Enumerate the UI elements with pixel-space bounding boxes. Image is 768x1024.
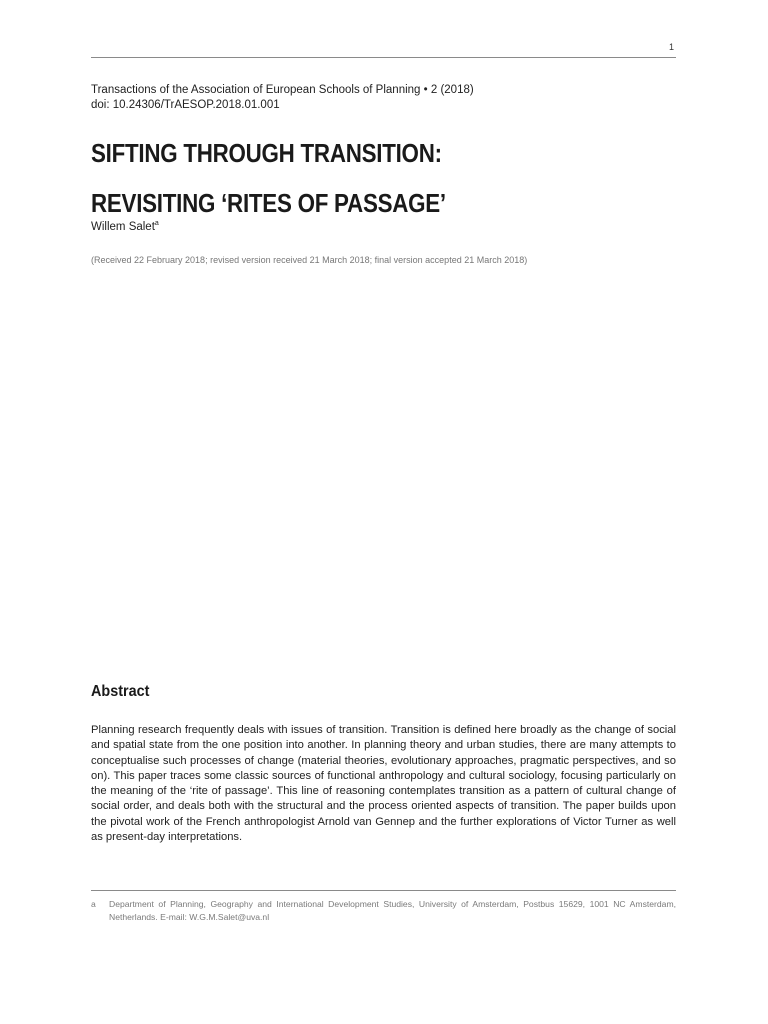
header-divider [91, 57, 676, 58]
page-number: 1 [668, 42, 674, 52]
abstract-heading: Abstract [91, 683, 150, 700]
article-title [91, 128, 676, 228]
author [91, 221, 159, 233]
journal-info [91, 83, 676, 113]
author-name: Willem Salet [91, 221, 155, 233]
abstract-text: Planning research frequently deals with issues of transition. Transition is defined here broadly as the change of social and spatial state from the one position into another. In planning theory and urban studies, there are many attempts to conceptualise such processes of change (material theories, evolutionary approaches, pragmatic perspectives, and so on). This paper traces some classic sources of functional anthropology and cultural sociology, focusing particularly on the meaning of the ‘rite of passage’. This line of reasoning contemplates transition as a pattern of cultural change of social order, and deals both with the structural and the process oriented aspects of transition. The paper builds upon the pivotal work of the French anthropologist Arnold van Gennep and the further explorations of Victor Turner as well as present-day interpretations. [91, 724, 676, 844]
footnote-marker: a [91, 899, 96, 909]
footnote [91, 898, 676, 924]
footnote-text: Department of Planning, Geography and International Development Studies, University of Amsterdam, Postbus 15629, 1001 NC Amsterdam, Netherlands. E-mail: W.G.M.Salet@uva.nl [109, 899, 676, 922]
journal-citation: Transactions of the Association of European Schools of Planning • 2 (2018) [91, 84, 474, 96]
author-affiliation-marker[interactable]: a [154, 220, 159, 228]
title-line-2: REVISITING ‘RITES OF PASSAGE’ [91, 188, 446, 218]
journal-doi[interactable]: doi: 10.24306/TrAESOP.2018.01.001 [91, 99, 280, 111]
received-dates: (Received 22 February 2018; revised version received 21 March 2018; final version accepted 21 March 2018) [91, 255, 528, 265]
title-line-1: SIFTING THROUGH TRANSITION: [91, 138, 442, 168]
footnote-divider [91, 890, 676, 891]
